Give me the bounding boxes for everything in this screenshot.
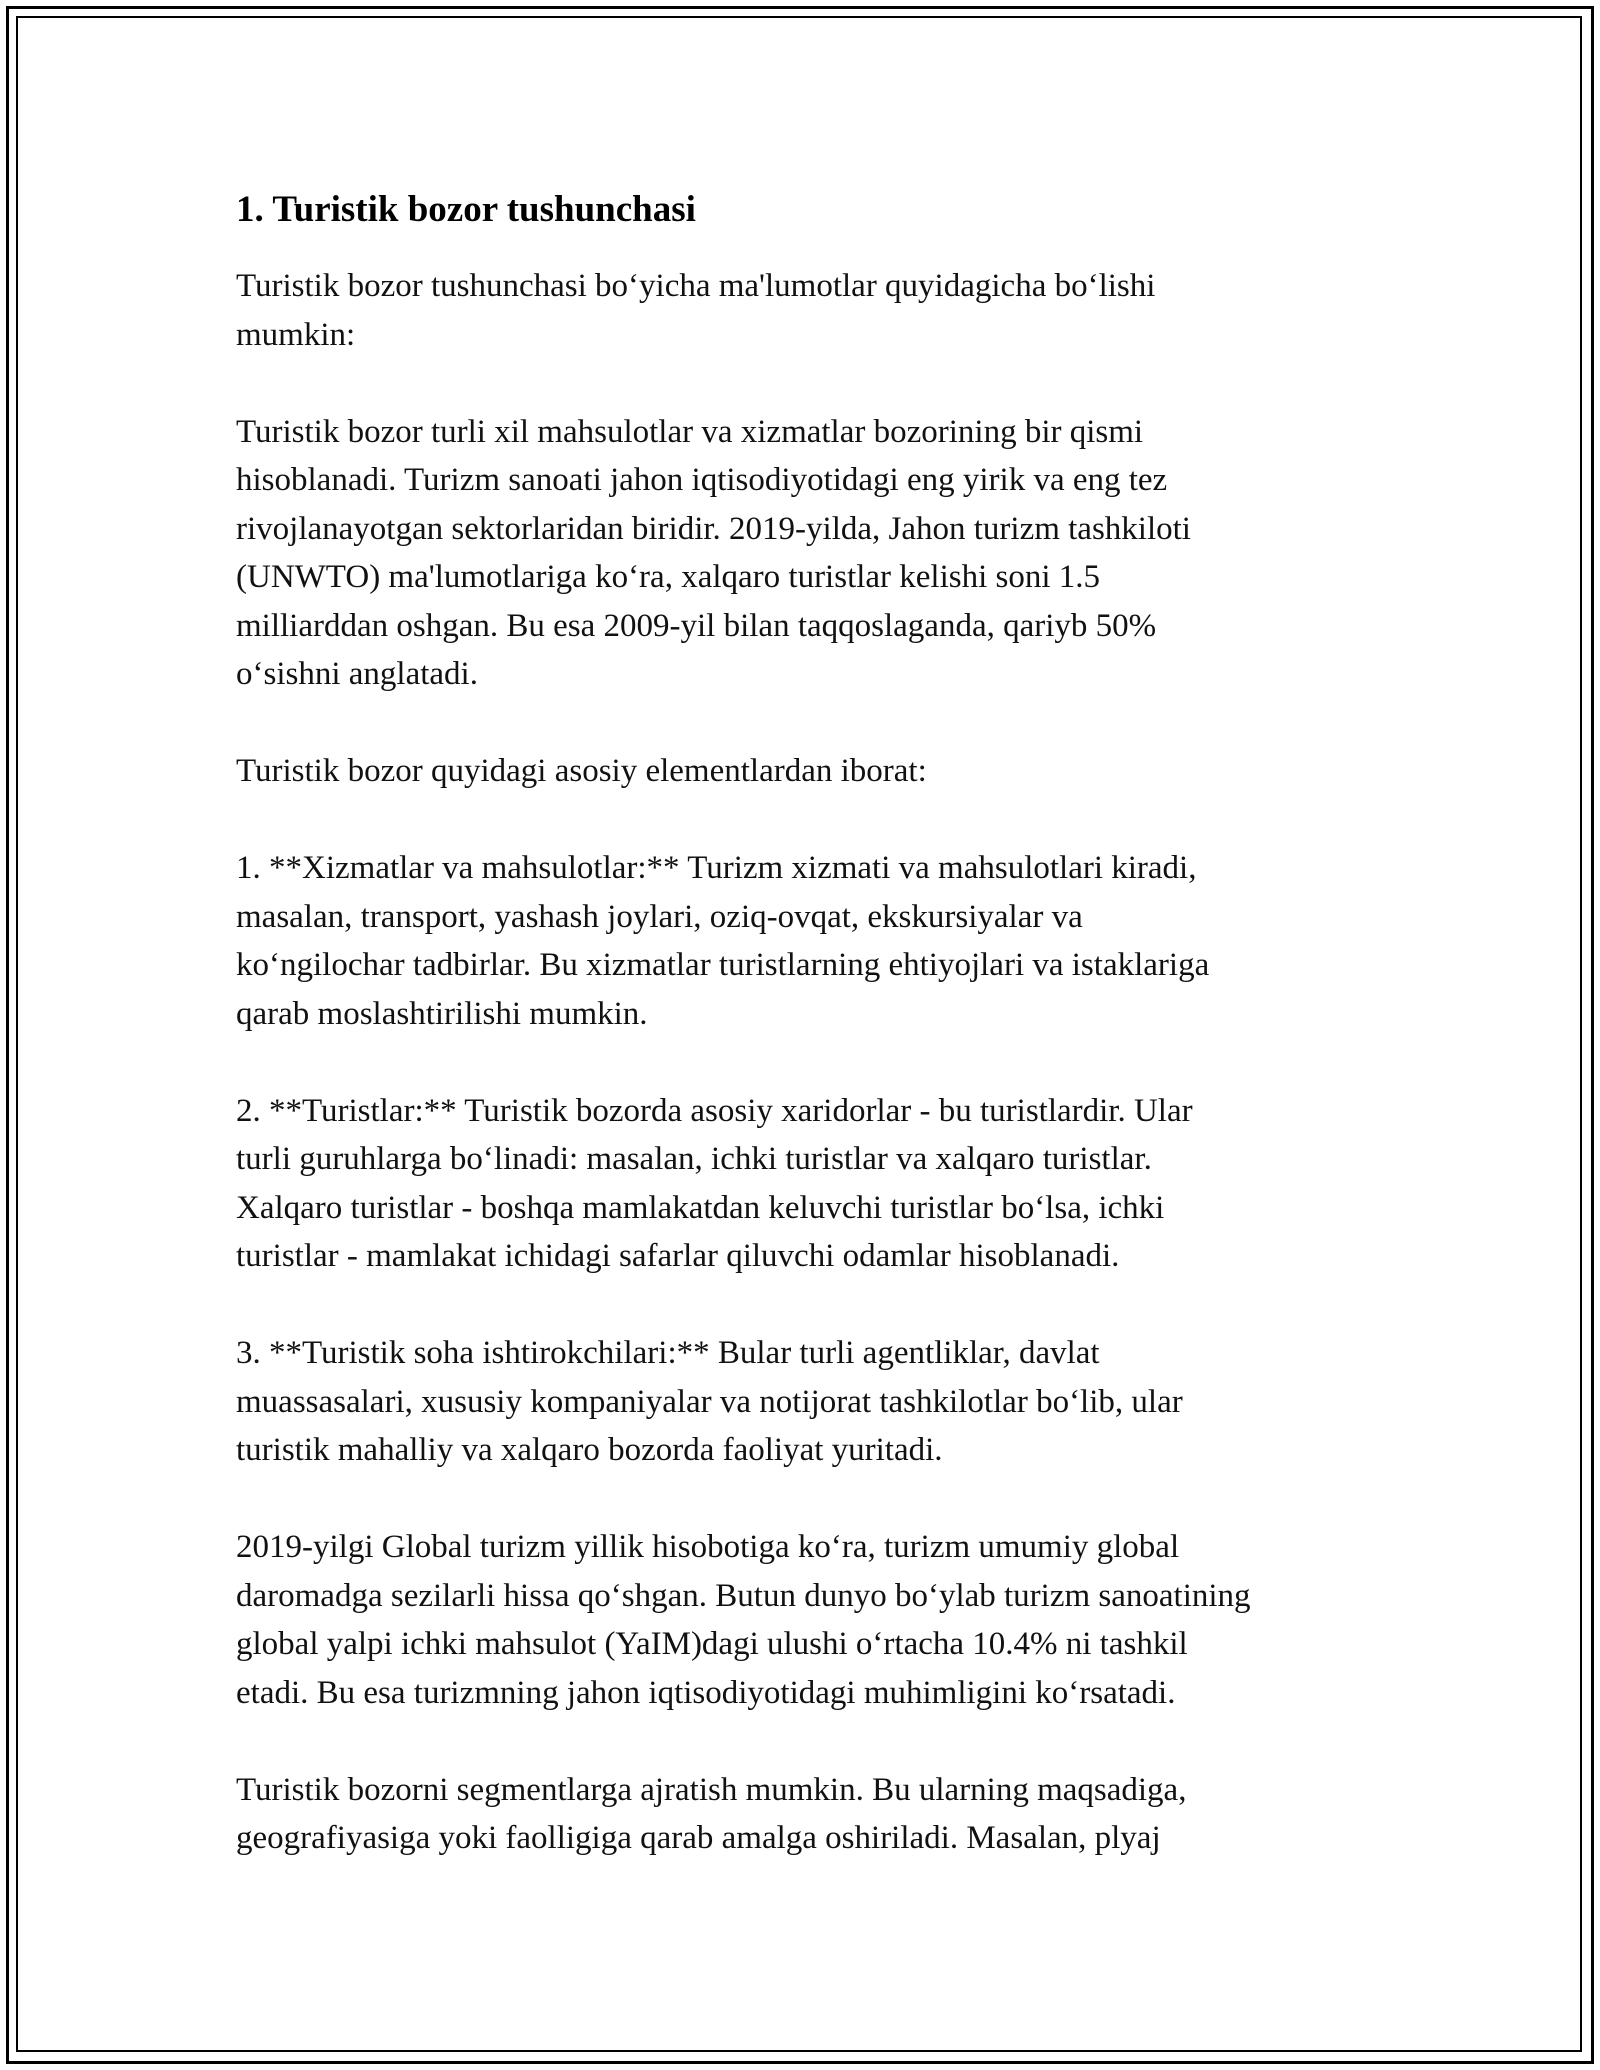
text-line: geografiyasiga yoki faolligiga qarab amalga oshiriladi. Masalan, plyaj [236, 1820, 1161, 1856]
text-line: 3. **Turistik soha ishtirokchilari:** Bular turli agentliklar, davlat [236, 1335, 1100, 1371]
text-line: hisoblanadi. Turizm sanoati jahon iqtisodiyotidagi eng yirik va eng tez [236, 462, 1168, 498]
global-report-paragraph [236, 1523, 1396, 1717]
elements-intro-paragraph [236, 747, 1396, 796]
segmentation-paragraph [236, 1766, 1396, 1863]
text-line: Turistik bozor tushunchasi bo‘yicha ma'lumotlar quyidagicha bo‘lishi [236, 268, 1156, 304]
text-line: global yalpi ichki mahsulot (YaIM)dagi ulushi o‘rtacha 10.4% ni tashkil [236, 1626, 1188, 1662]
text-line: ko‘ngilochar tadbirlar. Bu xizmatlar turistlarning ehtiyojlari va istaklariga [236, 947, 1210, 983]
text-line: muassasalari, xususiy kompaniyalar va notijorat tashkilotlar bo‘lib, ular [236, 1383, 1183, 1420]
text-line: o‘sishni anglatadi. [236, 656, 478, 692]
text-line: turli guruhlarga bo‘linadi: masalan, ichki turistlar va xalqaro turistlar. [236, 1141, 1152, 1177]
text-line: turistlar - mamlakat ichidagi safarlar qiluvchi odamlar hisoblanadi. [236, 1238, 1120, 1274]
text-line: Turistik bozor quyidagi asosiy elementlardan iborat: [236, 753, 927, 789]
document-body [236, 188, 1396, 1911]
section-heading: 1. Turistik bozor tushunchasi [236, 189, 696, 230]
text-line: milliarddan oshgan. Bu esa 2009-yil bilan taqqoslaganda, qariyb 50% [236, 607, 1157, 644]
text-line: rivojlanayotgan sektorlaridan biridir. 2019-yilda, Jahon turizm tashkiloti [236, 510, 1191, 547]
text-line: Xalqaro turistlar - boshqa mamlakatdan keluvchi turistlar bo‘lsa, ichki [236, 1189, 1165, 1226]
list-item-services [236, 844, 1396, 1038]
text-line: Turistik bozor turli xil mahsulotlar va xizmatlar bozorining bir qismi [236, 413, 1144, 450]
list-item-participants [236, 1329, 1396, 1475]
text-line: masalan, transport, yashash joylari, oziq-ovqat, ekskursiyalar va [236, 898, 1083, 935]
text-line: (UNWTO) ma'lumotlariga ko‘ra, xalqaro turistlar kelishi soni 1.5 [236, 559, 1101, 595]
intro-paragraph [236, 262, 1396, 359]
text-line: 2. **Turistlar:** Turistik bozorda asosiy xaridorlar - bu turistlardir. Ular [236, 1092, 1193, 1129]
text-line: Turistik bozorni segmentlarga ajratish mumkin. Bu ularning maqsadiga, [236, 1771, 1187, 1808]
text-line: turistik mahalliy va xalqaro bozorda faoliyat yuritadi. [236, 1432, 943, 1468]
text-line: qarab moslashtirilishi mumkin. [236, 995, 648, 1032]
market-overview-paragraph [236, 408, 1396, 699]
text-line: daromadga sezilarli hissa qo‘shgan. Butun dunyo bo‘ylab turizm sanoatining [236, 1577, 1251, 1614]
text-line: etadi. Bu esa turizmning jahon iqtisodiyotidagi muhimligini ko‘rsatadi. [236, 1674, 1176, 1711]
text-line: 1. **Xizmatlar va mahsulotlar:** Turizm xizmati va mahsulotlari kiradi, [236, 850, 1197, 886]
text-line: 2019-yilgi Global turizm yillik hisobotiga ko‘ra, turizm umumiy global [236, 1529, 1180, 1565]
list-item-tourists [236, 1087, 1396, 1281]
text-line: mumkin: [236, 316, 356, 353]
